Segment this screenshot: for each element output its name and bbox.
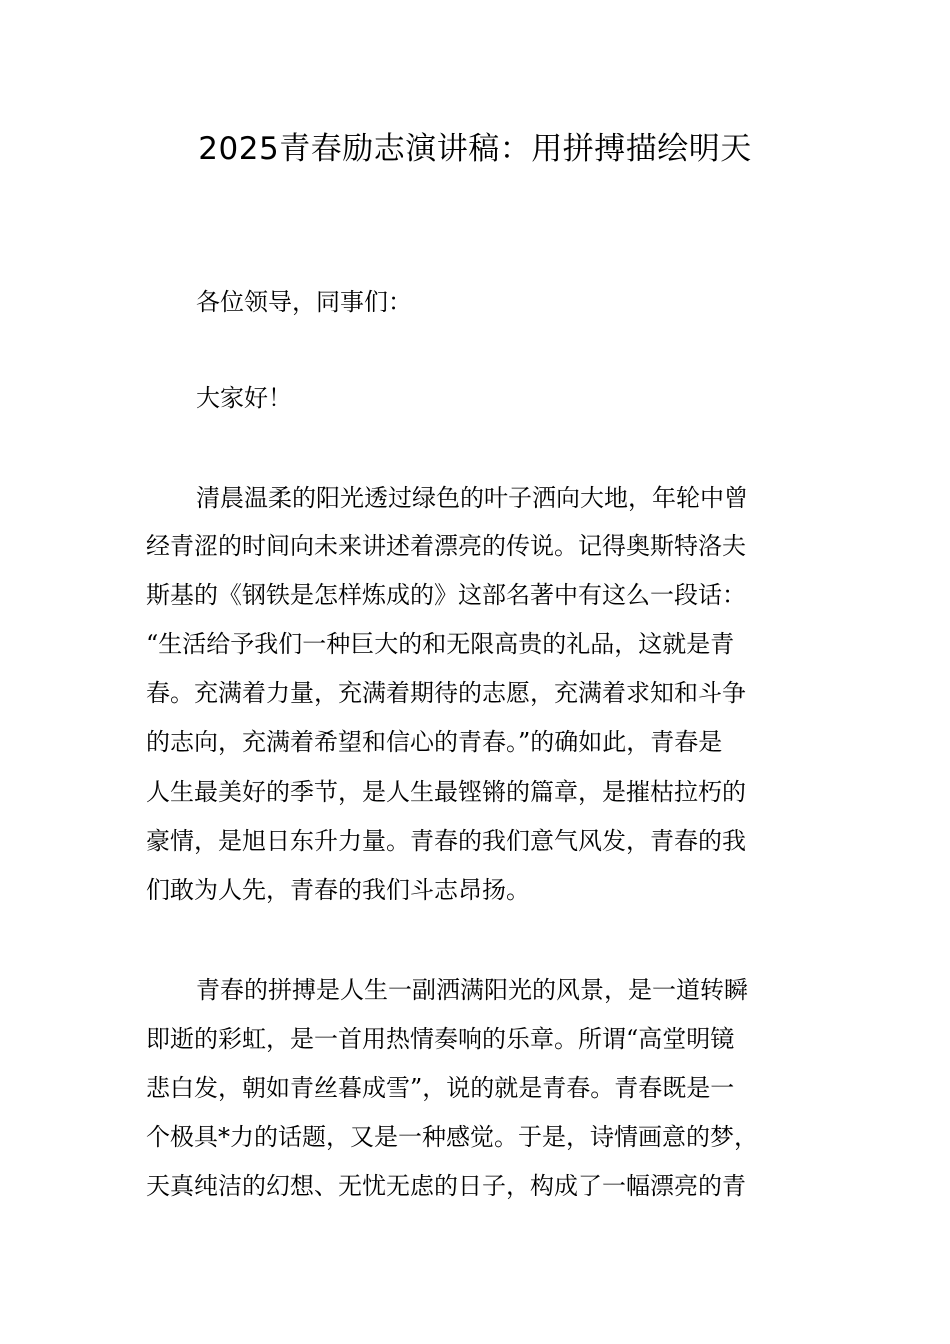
paragraph-line: 清晨温柔的阳光透过绿色的叶子洒向大地，年轮中曾 [196, 484, 748, 512]
paragraph-line: 豪情，是旭日东升力量。青春的我们意气风发，青春的我 [146, 827, 746, 855]
paragraph-line: 悲白发，朝如青丝暮成雪”，说的就是青春。青春既是一 [146, 1074, 735, 1102]
paragraph-line: 即逝的彩虹，是一首用热情奏响的乐章。所谓“高堂明镜 [146, 1025, 735, 1053]
paragraph-line: 春。充满着力量，充满着期待的志愿，充满着求知和斗争 [146, 679, 746, 707]
paragraph-line: 们敢为人先，青春的我们斗志昂扬。 [146, 876, 530, 904]
paragraph-line: 经青涩的时间向未来讲述着漂亮的传说。记得奥斯特洛夫 [146, 532, 746, 560]
paragraph-line: 的志向，充满着希望和信心的青春。”的确如此，青春是 [146, 728, 723, 756]
document-title: 2025青春励志演讲稿：用拼搏描绘明天 [198, 131, 752, 167]
paragraph-line: 天真纯洁的幻想、无忧无虑的日子，构成了一幅漂亮的青 [146, 1172, 746, 1200]
paragraph-line: 青春的拼搏是人生一副洒满阳光的风景，是一道转瞬 [196, 976, 748, 1004]
salutation: 各位领导，同事们： [196, 288, 412, 316]
paragraph-line: 斯基的《钢铁是怎样炼成的》这部名著中有这么一段话： [146, 581, 746, 609]
paragraph-line: “生活给予我们一种巨大的和无限高贵的礼品，这就是青 [146, 630, 735, 658]
paragraph-line: 个极具*力的话题，又是一种感觉。于是，诗情画意的梦， [146, 1123, 758, 1151]
greeting: 大家好！ [196, 384, 292, 412]
paragraph-line: 人生最美好的季节，是人生最铿锵的篇章，是摧枯拉朽的 [146, 778, 746, 806]
